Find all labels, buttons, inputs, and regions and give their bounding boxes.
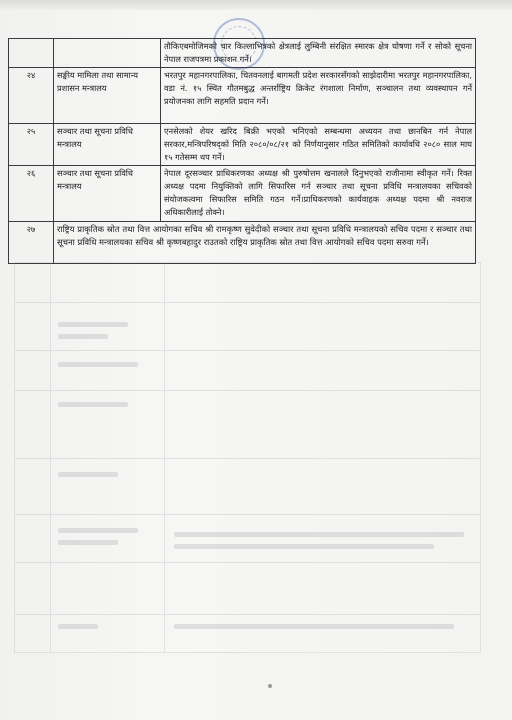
row-number <box>9 39 54 68</box>
table-row <box>9 124 476 166</box>
decision-cell: भरतपुर महानगरपालिका, चितवनलाई बागमती प्रदेश सरकारसँगको साझेदारीमा भरतपुर महानगरपालिका, वडा नं. १५ स्थित गौतमबुद्ध अन्तर्राष्ट्रिय क्रिकेट रंगशाला निर्माण, सञ्चालन तथा व्यवस्थापन गर्ने प्रयोजनका लागि सहमति प्रदान गर्ने। <box>161 68 476 124</box>
cabinet-decisions-table <box>8 38 476 264</box>
decision-cell: एनसेलको शेयर खरिद बिक्री भएको भनिएको सम्बन्धमा अध्ययन तथा छानबिन गर्न नेपाल सरकार,मन्त्रिपरिषद्को मिति २०८०/०८/२१ को निर्णयानुसार गठित समितिको कार्यावधि २०८० साल माघ १५ गतेसम्म थप गर्ने। <box>161 124 476 166</box>
decision-cell: तौकिएबमोजिमको चार किल्लाभित्रको क्षेत्रलाई लुम्बिनी संरक्षित स्मारक क्षेत्र घोषणा गर्ने र सोको सूचना नेपाल राजपत्रमा प्रकाशन गर्ने। <box>161 39 476 68</box>
table-row <box>9 68 476 124</box>
ministry-cell: सङ्घीय मामिला तथा सामान्य प्रशासन मन्त्रालय <box>54 68 161 124</box>
table-row <box>9 39 476 68</box>
row-number: २६ <box>9 166 54 222</box>
decision-cell: राष्ट्रिय प्राकृतिक स्रोत तथा वित्त आयोगका सचिव श्री रामकृष्ण सुवेदीको सञ्चार तथा सूचना प्रविधि मन्त्रालयको सचिव पदमा र सञ्चार तथा सूचना प्रविधि मन्त्रालयका सचिव श्री कृष्णबहादुर राउतको राष्ट्रिय प्राकृतिक स्रोत तथा वित्त आयोगको सचिव पदमा सरुवा गर्ने। <box>54 222 476 264</box>
row-number: २७ <box>9 222 54 264</box>
bleed-through-text <box>14 262 480 652</box>
page-mark <box>268 684 272 688</box>
ministry-cell: सञ्चार तथा सूचना प्रविधि मन्त्रालय <box>54 166 161 222</box>
row-number: २४ <box>9 68 54 124</box>
table-row <box>9 166 476 222</box>
page-fold-shadow <box>0 0 512 10</box>
table-row <box>9 222 476 264</box>
row-number: २५ <box>9 124 54 166</box>
ministry-cell <box>54 39 161 68</box>
ministry-cell: सञ्चार तथा सूचना प्रविधि मन्त्रालय <box>54 124 161 166</box>
decision-cell: नेपाल दूरसञ्चार प्राधिकरणका अध्यक्ष श्री पुरुषोत्तम खनालले दिनुभएको राजीनामा स्वीकृत गर्ने। रिक्त अध्यक्ष पदमा नियुक्तिको लागि सिफारिस गर्न सञ्चार तथा सूचना प्रविधि मन्त्रालयका सचिवको संयोजकत्वमा सिफारिस समिति गठन गर्ने।प्राधिकरणको कार्यवाहक अध्यक्ष पदमा श्री नवराज अधिकारीलाई तोक्ने। <box>161 166 476 222</box>
